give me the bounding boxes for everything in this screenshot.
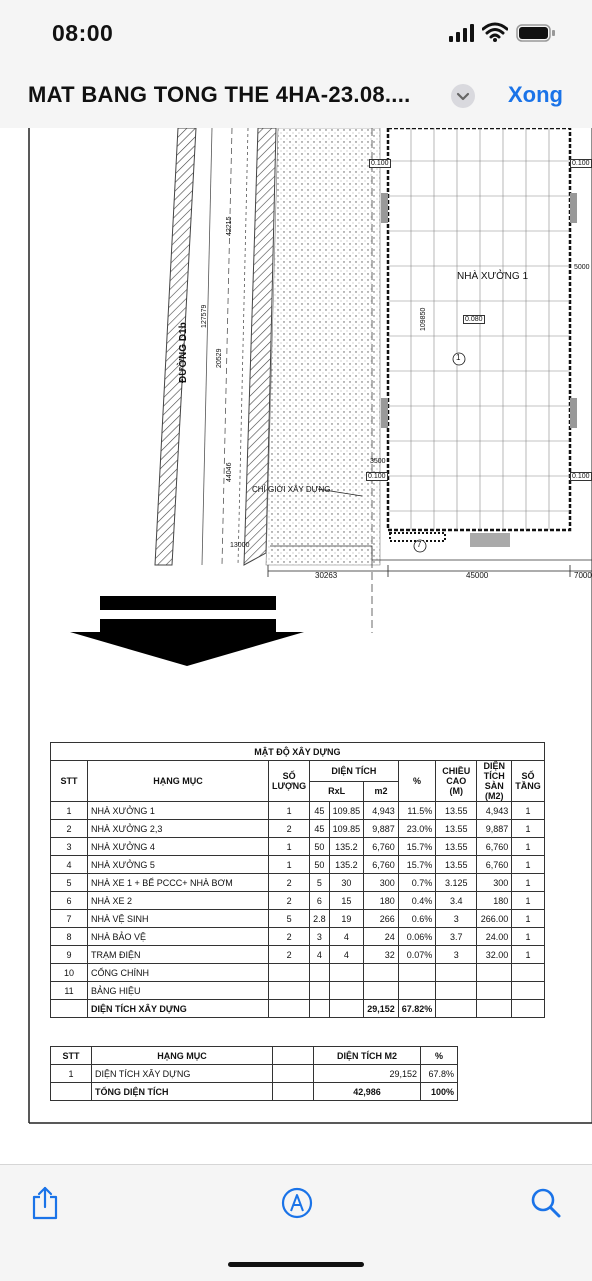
cell: 45: [310, 820, 330, 838]
cell: 9,887: [477, 820, 512, 838]
cell: DIỆN TÍCH XÂY DỰNG: [92, 1065, 273, 1083]
total-area: 29,152: [364, 1000, 399, 1018]
cell: 0.4%: [398, 892, 436, 910]
cell: 2: [269, 892, 310, 910]
total-row: [51, 1000, 545, 1018]
cell: 6,760: [477, 856, 512, 874]
cell: 180: [477, 892, 512, 910]
cell: 300: [477, 874, 512, 892]
nav-bar: [0, 62, 592, 129]
cell: 67.8%: [421, 1065, 458, 1083]
search-icon[interactable]: [530, 1187, 562, 1219]
header-area: DIỆN TÍCH: [310, 761, 399, 782]
done-button[interactable]: Xong: [508, 82, 563, 107]
cell: 1: [512, 802, 545, 820]
header-stt: STT: [51, 1047, 92, 1065]
cell: 180: [364, 892, 399, 910]
total-percent: 100%: [421, 1083, 458, 1101]
cell: 15: [329, 892, 364, 910]
cell: 1: [512, 892, 545, 910]
cell: 1: [512, 874, 545, 892]
cell: 50: [310, 856, 330, 874]
cell: 300: [364, 874, 399, 892]
cell: NHÀ XƯỞNG 2,3: [88, 820, 269, 838]
cell: 15.7%: [398, 856, 436, 874]
cell: 2.8: [310, 910, 330, 928]
table-row: [51, 928, 545, 946]
dim-label: 127579: [201, 304, 208, 328]
building-label: NHÀ XƯỞNG 1: [457, 271, 529, 282]
cell: 2: [269, 820, 310, 838]
document-view[interactable]: [0, 128, 592, 1164]
level-tag: 0.080: [465, 316, 483, 323]
level-tag: 0.100: [368, 473, 386, 480]
cell: 11: [51, 982, 88, 1000]
signal-icon: [449, 24, 475, 42]
dim-label: 7000: [574, 571, 592, 580]
cell: 0.7%: [398, 874, 436, 892]
header-percent: %: [398, 761, 436, 802]
dim-label: 30263: [315, 571, 338, 580]
cell: 30: [329, 874, 364, 892]
cell: 13.55: [436, 802, 477, 820]
cell: NHÀ XƯỞNG 5: [88, 856, 269, 874]
cell: 3.7: [436, 928, 477, 946]
home-indicator[interactable]: [228, 1262, 364, 1267]
cell: 1: [269, 856, 310, 874]
table-title: MẬT ĐỘ XÂY DỰNG: [51, 743, 545, 761]
cell: 1: [269, 838, 310, 856]
cell: 29,152: [314, 1065, 421, 1083]
dim-label: 109850: [420, 307, 427, 331]
cell: 6: [51, 892, 88, 910]
dim-label: 3500: [370, 458, 386, 465]
cell: BẢNG HIỆU: [88, 982, 269, 1000]
cell: 1: [512, 928, 545, 946]
cell: 24.00: [477, 928, 512, 946]
cell: 135.2: [329, 856, 364, 874]
cell: NHÀ XE 2: [88, 892, 269, 910]
cell: 10: [51, 964, 88, 982]
header-item: HẠNG MỤC: [88, 761, 269, 802]
dim-label: 45000: [466, 571, 489, 580]
cell: 1: [51, 1065, 92, 1083]
cell: 9: [51, 946, 88, 964]
cell: 6,760: [477, 838, 512, 856]
header-rxl: RxL: [310, 781, 364, 802]
cell: 1: [512, 910, 545, 928]
cell: TRẠM ĐIỆN: [88, 946, 269, 964]
cell: 266.00: [477, 910, 512, 928]
total-percent: 67.82%: [398, 1000, 436, 1018]
chevron-down-icon: [451, 84, 475, 108]
total-row: [51, 1083, 458, 1101]
table-row: [51, 982, 545, 1000]
cell: 13.55: [436, 856, 477, 874]
table-row: [51, 874, 545, 892]
header-quantity: SỐ LƯỢNG: [269, 761, 310, 802]
cell: NHÀ XƯỞNG 1: [88, 802, 269, 820]
cell: 11.5%: [398, 802, 436, 820]
cell: 266: [364, 910, 399, 928]
cell: NHÀ VỆ SINH: [88, 910, 269, 928]
header-m2: m2: [364, 781, 399, 802]
marker-label: 7: [417, 540, 422, 549]
header-percent: %: [421, 1047, 458, 1065]
cell: 1: [512, 856, 545, 874]
cell: 6: [310, 892, 330, 910]
status-bar: [0, 0, 592, 62]
total-area: 42,986: [314, 1083, 421, 1101]
cell: 4: [329, 946, 364, 964]
cell: 2: [269, 874, 310, 892]
document-title[interactable]: MAT BANG TONG THE 4HA-23.08....: [28, 82, 411, 107]
building-density-table: [50, 742, 545, 1018]
table-row: [51, 964, 545, 982]
dim-label: 5000: [574, 264, 590, 271]
cell: 3: [436, 910, 477, 928]
wifi-icon: [482, 22, 508, 42]
cell: 3.4: [436, 892, 477, 910]
status-time: 08:00: [52, 20, 114, 46]
cell: 2: [269, 928, 310, 946]
cell: 9,887: [364, 820, 399, 838]
cell: 3: [436, 946, 477, 964]
cell: 45: [310, 802, 330, 820]
cell: 32.00: [477, 946, 512, 964]
cell: CỔNG CHÍNH: [88, 964, 269, 982]
cell: 6,760: [364, 856, 399, 874]
table-row: [51, 1065, 458, 1083]
cell: 15.7%: [398, 838, 436, 856]
dim-label: 20529: [216, 348, 223, 368]
area-summary-table: [50, 1046, 458, 1101]
cell: 1: [512, 946, 545, 964]
table-row: [51, 838, 545, 856]
cell: 32: [364, 946, 399, 964]
cell: 3: [51, 838, 88, 856]
cell: NHÀ BẢO VỆ: [88, 928, 269, 946]
cell: 5: [310, 874, 330, 892]
table-row: [51, 910, 545, 928]
header-stt: STT: [51, 761, 88, 802]
table-row: [51, 820, 545, 838]
header-floor-area: DIỆN TÍCH SÀN (M2): [477, 761, 512, 802]
cell: 4,943: [477, 802, 512, 820]
table-row: [51, 856, 545, 874]
cell: NHÀ XƯỞNG 4: [88, 838, 269, 856]
cell: 1: [512, 820, 545, 838]
battery-icon: [516, 24, 556, 42]
cell: 0.6%: [398, 910, 436, 928]
cell: 13.55: [436, 838, 477, 856]
cell: 24: [364, 928, 399, 946]
cell: 50: [310, 838, 330, 856]
cell: 2: [51, 820, 88, 838]
marker-label: 1: [456, 353, 461, 362]
cell: 135.2: [329, 838, 364, 856]
dim-label: 13000: [230, 542, 250, 549]
table-row: [51, 946, 545, 964]
level-tag: 0.100: [371, 160, 389, 167]
header-floors: SỐ TẦNG: [512, 761, 545, 802]
cell: 6,760: [364, 838, 399, 856]
cell: 0.07%: [398, 946, 436, 964]
dim-label: 44046: [226, 462, 233, 482]
road-label: ĐƯỜNG D1b: [178, 322, 189, 383]
cell: 1: [512, 838, 545, 856]
cell: 1: [269, 802, 310, 820]
cell: 4: [51, 856, 88, 874]
total-label: TỔNG DIỆN TÍCH: [92, 1083, 273, 1101]
header-item: HẠNG MỤC: [92, 1047, 273, 1065]
header-height: CHIỀU CAO (M): [436, 761, 477, 802]
cell: 5: [269, 910, 310, 928]
cell: 13.55: [436, 820, 477, 838]
level-tag: 0.100: [572, 473, 590, 480]
cell: 3: [310, 928, 330, 946]
cell: 109.85: [329, 820, 364, 838]
boundary-label: CHỈ GIỚI XÂY DỰNG: [252, 485, 331, 494]
cell: 0.06%: [398, 928, 436, 946]
cell: 4: [310, 946, 330, 964]
cell: 23.0%: [398, 820, 436, 838]
cell: 1: [51, 802, 88, 820]
cell: 4,943: [364, 802, 399, 820]
cell: 7: [51, 910, 88, 928]
level-tag: 0.100: [572, 160, 590, 167]
cell: 8: [51, 928, 88, 946]
cell: 2: [269, 946, 310, 964]
cell: 3.125: [436, 874, 477, 892]
share-icon[interactable]: [30, 1185, 60, 1221]
cell: 109.85: [329, 802, 364, 820]
cell: NHÀ XE 1 + BỂ PCCC+ NHÀ BƠM: [88, 874, 269, 892]
cell: 19: [329, 910, 364, 928]
table-row: [51, 802, 545, 820]
header-area: DIỆN TÍCH M2: [314, 1047, 421, 1065]
dim-label: 42215: [226, 216, 233, 236]
table-row: [51, 892, 545, 910]
cell: 4: [329, 928, 364, 946]
title-menu-button[interactable]: [451, 84, 475, 108]
total-label: DIỆN TÍCH XÂY DỰNG: [88, 1000, 269, 1018]
markup-icon[interactable]: [281, 1187, 313, 1219]
cell: 5: [51, 874, 88, 892]
